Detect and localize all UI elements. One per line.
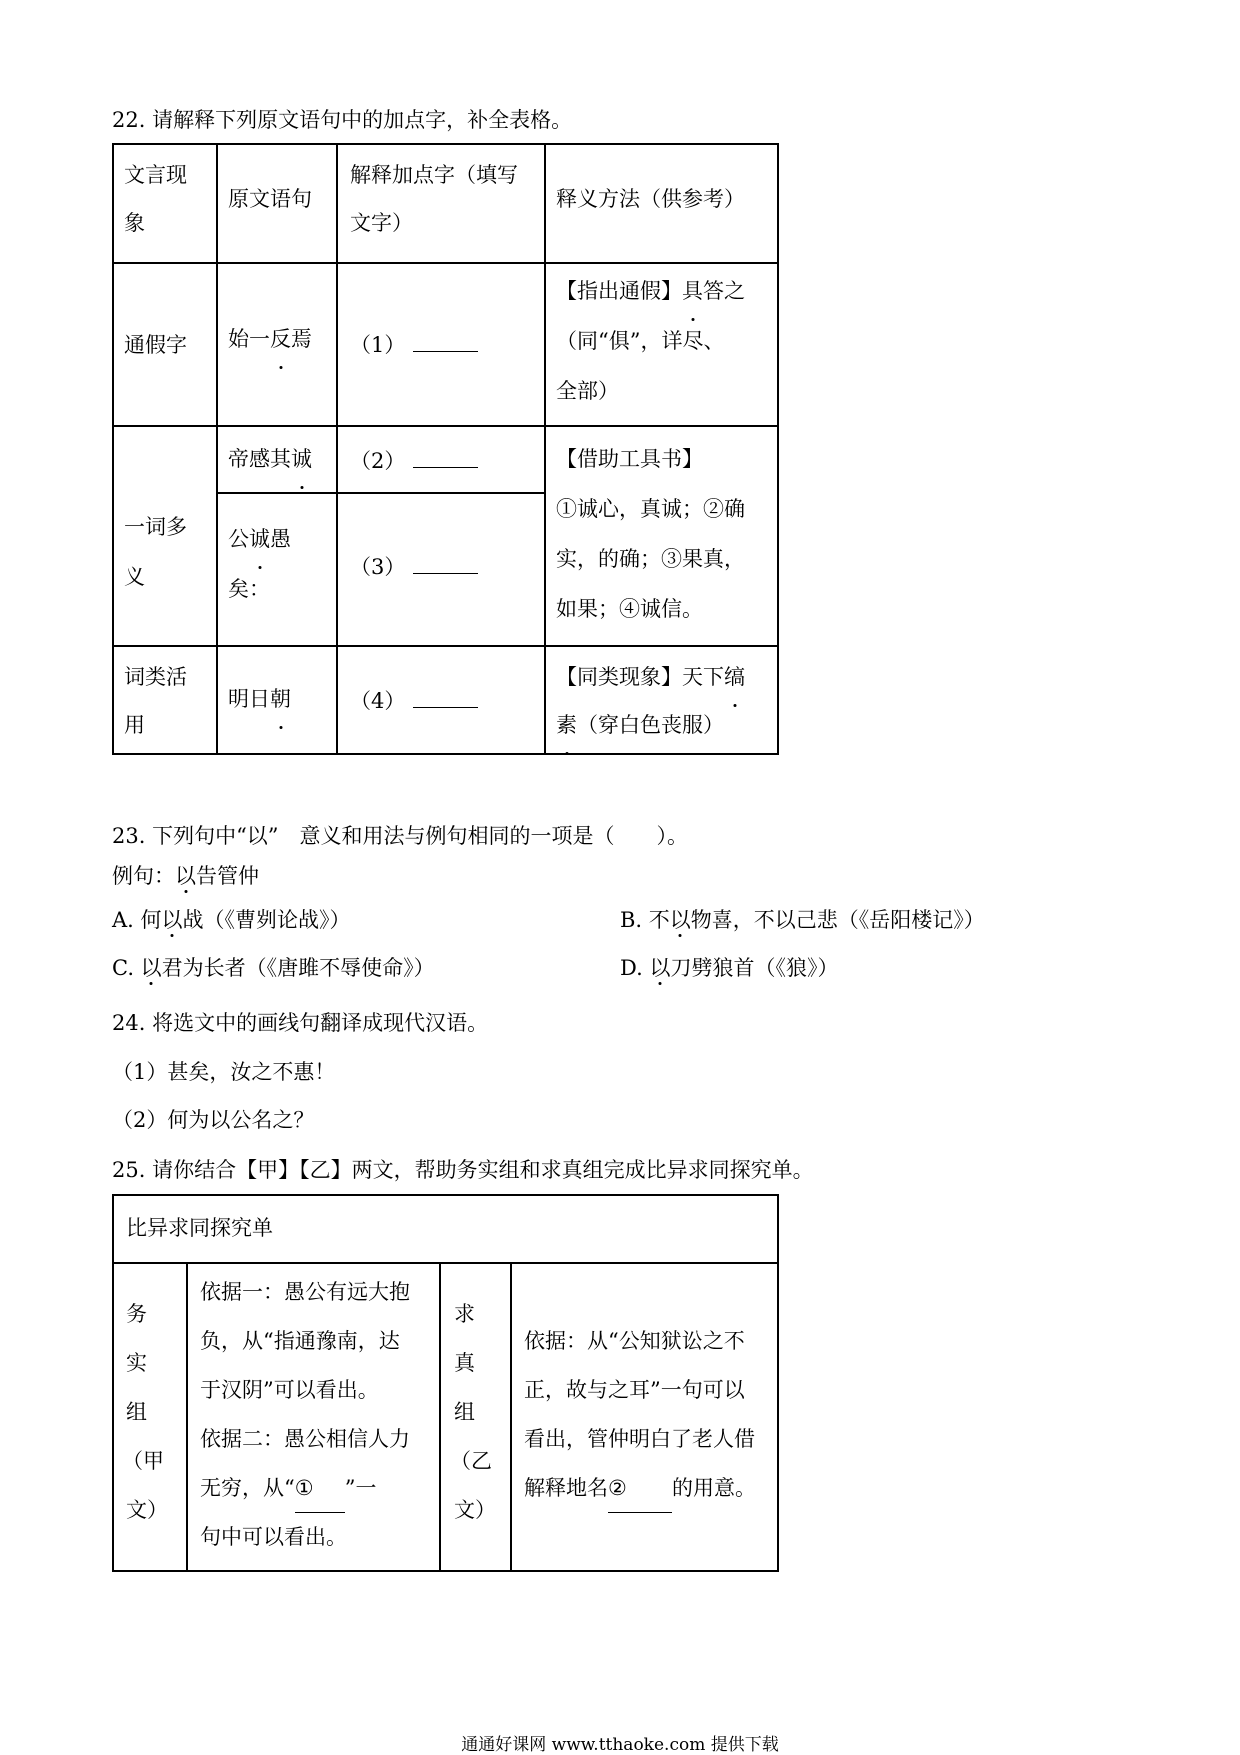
row2-method-3: 实，的确；③果真， xyxy=(556,547,745,571)
left-text-5[interactable]: 无穷，从“① ”一 xyxy=(200,1464,377,1513)
right-answer-blank[interactable]: ② xyxy=(608,1464,672,1513)
q22-title: 22. 请解释下列原文语句中的加点字，补全表格。 xyxy=(112,108,573,132)
row3-category-1: 词类活 xyxy=(124,665,187,689)
q23-option-d[interactable]: D. 以刀劈狼首（《狼》） xyxy=(620,956,839,980)
q23-option-b[interactable]: B. 不以物喜，不以己悲（《岳阳楼记》） xyxy=(620,908,985,932)
row1-method-2: （同“俱”，详尽、 xyxy=(556,329,725,353)
right-text-2: 正，故与之耳”一句可以 xyxy=(524,1378,745,1402)
left-answer-blank[interactable]: ① xyxy=(295,1464,345,1513)
row1-answer-blank[interactable]: （1） xyxy=(350,321,478,369)
row1-sentence: 始一反焉 xyxy=(228,315,312,363)
header-category-1: 文言现 xyxy=(124,163,187,187)
left-group-4: （甲 xyxy=(122,1449,164,1473)
row3-method-1: 【同类现象】天下缟 xyxy=(556,653,745,701)
q22-table xyxy=(112,143,779,755)
row2-sentence-b-1: 公诚愚 xyxy=(228,515,291,563)
q23-title: 23. 下列句中“以” 意义和用法与例句相同的一项是（ ）。 xyxy=(112,824,689,848)
right-text-4[interactable]: 解释地名② 的用意。 xyxy=(524,1464,756,1513)
right-text-3: 看出，管仲明白了老人借 xyxy=(524,1427,755,1451)
left-text-1: 依据一：愚公有远大抱 xyxy=(200,1280,410,1304)
left-group-2: 实 xyxy=(126,1351,147,1375)
left-text-4: 依据二：愚公相信人力 xyxy=(200,1427,410,1451)
q25-table-title: 比异求同探究单 xyxy=(126,1216,273,1240)
q24-item-1: （1）甚矣，汝之不惠！ xyxy=(112,1060,336,1084)
left-group-3: 组 xyxy=(126,1400,147,1424)
q24-title: 24. 将选文中的画线句翻译成现代汉语。 xyxy=(112,1011,489,1035)
header-explain-2: 文字） xyxy=(350,211,413,235)
q25-title: 25. 请你结合【甲】【乙】两文，帮助务实组和求真组完成比异求同探究单。 xyxy=(112,1158,814,1182)
right-group-1: 求 xyxy=(454,1302,475,1326)
q24-item-2: （2）何为以公名之？ xyxy=(112,1108,315,1132)
left-text-3: 于汉阴”可以看出。 xyxy=(200,1378,379,1402)
row2-category-1: 一词多 xyxy=(124,515,187,539)
row3-method-2: 素（穿白色丧服） xyxy=(556,701,724,749)
footer-watermark: 通通好课网 www.tthaoke.com 提供下载 xyxy=(461,1735,779,1755)
row3-sentence: 明日朝 xyxy=(228,675,291,723)
header-sentence: 原文语句 xyxy=(228,187,312,211)
right-group-5: 文） xyxy=(454,1498,496,1522)
row3-answer-blank[interactable]: （4） xyxy=(350,677,478,725)
row1-method-3: 全部） xyxy=(556,379,619,403)
right-group-2: 真 xyxy=(454,1351,475,1375)
q23-option-c[interactable]: C. 以君为长者（《唐雎不辱使命》） xyxy=(112,956,435,980)
left-text-2: 负，从“指通豫南，达 xyxy=(200,1329,400,1353)
row2-category-2: 义 xyxy=(124,565,145,589)
row1-method-1: 【指出通假】具答之 xyxy=(556,267,745,315)
row2-sentence-a: 帝感其诚 xyxy=(228,435,312,483)
q25-table xyxy=(112,1194,779,1572)
row2-method-4: 如果；④诚信。 xyxy=(556,597,703,621)
row3-category-2: 用 xyxy=(124,713,145,737)
row2-answer-blank-a[interactable]: （2） xyxy=(350,437,478,485)
left-group-5: 文） xyxy=(126,1498,168,1522)
q23-example: 例句：以告管仲 xyxy=(112,864,259,888)
left-text-6: 句中可以看出。 xyxy=(200,1525,347,1549)
row2-answer-blank-b[interactable]: （3） xyxy=(350,543,478,591)
header-explain-1: 解释加点字（填写 xyxy=(350,163,518,187)
q23-option-a[interactable]: A. 何以战（《曹刿论战》） xyxy=(112,908,351,932)
row2-method-2: ①诚心，真诚；②确 xyxy=(556,497,745,521)
left-group-1: 务 xyxy=(126,1302,147,1326)
right-group-3: 组 xyxy=(454,1400,475,1424)
row2-method-1: 【借助工具书】 xyxy=(556,447,703,471)
row1-category: 通假字 xyxy=(124,333,187,357)
right-text-1: 依据：从“公知狱讼之不 xyxy=(524,1329,745,1353)
header-category-2: 象 xyxy=(124,211,145,235)
right-group-4: （乙 xyxy=(450,1449,492,1473)
row2-sentence-b-2: 矣： xyxy=(228,577,270,601)
header-method: 释义方法（供参考） xyxy=(556,187,745,211)
